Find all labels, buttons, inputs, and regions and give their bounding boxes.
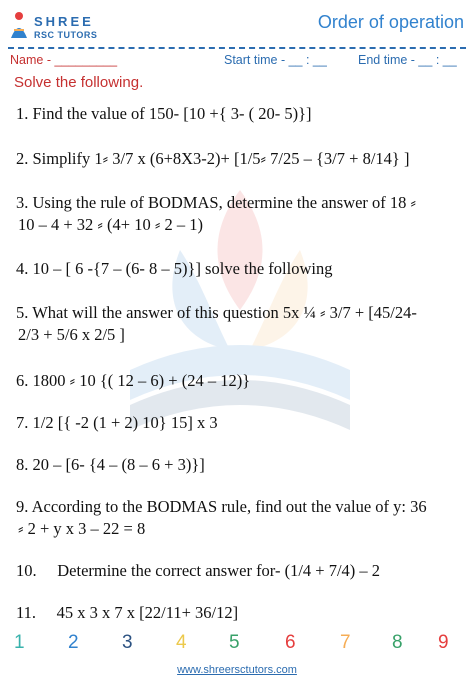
brand-logo — [8, 8, 118, 44]
name-field[interactable]: Name - _________ — [10, 53, 118, 67]
end-time-field[interactable]: End time - __ : __ — [358, 53, 457, 67]
question-item — [16, 258, 466, 280]
question-text: 6. 1800 ⸗ 10 {( 12 – 6) + (24 – 12)} — [16, 371, 251, 390]
question-item — [16, 302, 466, 346]
question-text: 4. 10 – [ 6 -{7 – (6- 8 – 5)}] solve the following — [16, 259, 333, 278]
brand-subtitle: RSC TUTORS — [34, 30, 98, 40]
question-text: 3. Using the rule of BODMAS, determine the answer of 18 ⸗ — [16, 193, 417, 212]
question-item — [16, 412, 466, 434]
question-text: 11. 45 x 3 x 7 x [22/11+ 36/12] — [16, 603, 239, 622]
question-text: 7. 1/2 [{ -2 (1 + 2) 10} 15] x 3 — [16, 413, 218, 432]
question-item — [16, 496, 466, 540]
question-text-continued: 10 – 4 + 32 ⸗ (4+ 10 ⸗ 2 – 1) — [18, 215, 203, 234]
info-row — [10, 53, 466, 71]
question-item — [16, 148, 466, 170]
question-item — [16, 192, 466, 236]
instruction-text: Solve the following. — [14, 74, 144, 91]
footer-digit: 6 — [285, 632, 296, 653]
tutor-figure-icon — [8, 10, 30, 40]
question-text: 5. What will the answer of this question 5x ¼ ⸗ 3/7 + [45/24- — [16, 303, 417, 322]
question-item — [16, 370, 466, 392]
question-text-continued: 2/3 + 5/6 x 2/5 ] — [18, 325, 125, 344]
footer-digit: 4 — [176, 632, 187, 653]
question-text: 1. Find the value of 150- [10 +{ 3- ( 20- 5)}] — [16, 104, 312, 123]
question-item — [16, 103, 466, 125]
header-divider — [8, 47, 466, 49]
footer-digit: 9 — [438, 632, 449, 653]
question-item — [16, 560, 466, 582]
brand-name: SHREE — [34, 14, 94, 29]
footer-digits — [0, 632, 474, 662]
header — [0, 0, 474, 50]
question-item — [16, 602, 466, 624]
question-text: 10. Determine the correct answer for- (1/4 + 7/4) – 2 — [16, 561, 381, 580]
question-text: 8. 20 – [6- {4 – (8 – 6 + 3)}] — [16, 455, 205, 474]
question-text: 9. According to the BODMAS rule, find out the value of y: 36 — [16, 497, 427, 516]
question-text-continued: ⸗ 2 + y x 3 – 22 = 8 — [18, 519, 146, 538]
footer-website-link[interactable]: www.shreersctutors.com — [177, 664, 297, 676]
footer-digit: 8 — [392, 632, 403, 653]
question-item — [16, 454, 466, 476]
footer-digit: 2 — [68, 632, 79, 653]
question-text: 2. Simplify 1⸗ 3/7 x (6+8X3-2)+ [1/5⸗ 7/25 – {3/7 + 8/14} ] — [16, 149, 410, 168]
footer-digit: 3 — [122, 632, 133, 653]
page-title: Order of operation — [317, 12, 464, 32]
footer-digit: 5 — [229, 632, 240, 653]
start-time-field[interactable]: Start time - __ : __ — [224, 53, 327, 67]
footer-digit: 7 — [340, 632, 351, 653]
footer-digit: 1 — [14, 632, 25, 653]
